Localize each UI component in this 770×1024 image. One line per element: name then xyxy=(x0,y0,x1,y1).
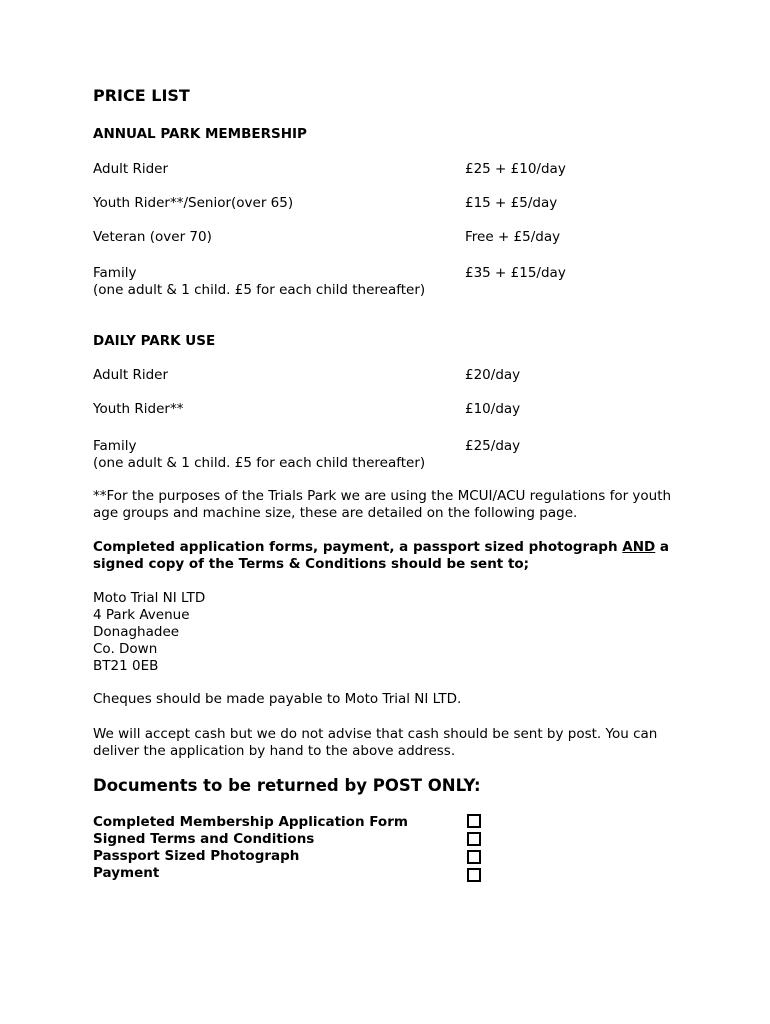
document-item: Completed Membership Application Form xyxy=(93,814,408,830)
daily-youth-price: £10/day xyxy=(465,401,521,417)
annual-family-note: (one adult & 1 child. £5 for each child thereafter) xyxy=(93,282,426,298)
annual-youth-label: Youth Rider**/Senior(over 65) xyxy=(93,195,294,211)
instruction-before: Completed application forms, payment, a passport sized photograph xyxy=(93,539,623,555)
daily-adult-price: £20/day xyxy=(465,367,521,383)
instruction-after: a signed copy of the Terms & Conditions should be sent to; xyxy=(93,539,670,572)
annual-veteran-price: Free + £5/day xyxy=(465,229,561,245)
cheques-text: Cheques should be made payable to Moto Trial NI LTD. xyxy=(93,691,462,707)
document-checkbox[interactable] xyxy=(467,868,481,882)
documents-heading: Documents to be returned by POST ONLY: xyxy=(93,776,481,795)
instruction-emphasis: AND xyxy=(622,539,656,555)
page-title: PRICE LIST xyxy=(93,86,190,105)
daily-adult-label: Adult Rider xyxy=(93,367,169,383)
document-checkbox[interactable] xyxy=(467,832,481,846)
document-item: Passport Sized Photograph xyxy=(93,848,300,864)
document-item: Payment xyxy=(93,865,160,881)
annual-youth-price: £15 + £5/day xyxy=(465,195,558,211)
address-line-2: 4 Park Avenue xyxy=(93,607,190,623)
annual-adult-label: Adult Rider xyxy=(93,161,169,177)
daily-heading: DAILY PARK USE xyxy=(93,333,216,349)
instruction xyxy=(93,539,683,573)
annual-veteran-label: Veteran (over 70) xyxy=(93,229,212,245)
daily-family-note: (one adult & 1 child. £5 for each child thereafter) xyxy=(93,455,426,471)
address-line-4: Co. Down xyxy=(93,641,158,657)
address-line-1: Moto Trial NI LTD xyxy=(93,590,206,606)
document-item: Signed Terms and Conditions xyxy=(93,831,315,847)
daily-youth-label: Youth Rider** xyxy=(93,401,184,417)
annual-family-label: Family xyxy=(93,265,137,281)
annual-adult-price: £25 + £10/day xyxy=(465,161,566,177)
document-checkbox[interactable] xyxy=(467,814,481,828)
footnote: **For the purposes of the Trials Park we are using the MCUI/ACU regulations for youth age groups and machine size, these are detailed on the following page. xyxy=(93,488,672,521)
cash-text: We will accept cash but we do not advise that cash should be sent by post. You can deliver the application by hand to the above address. xyxy=(93,726,658,759)
address-line-5: BT21 0EB xyxy=(93,658,159,674)
annual-family-price: £35 + £15/day xyxy=(465,265,566,281)
daily-family-label: Family xyxy=(93,438,137,454)
daily-family-price: £25/day xyxy=(465,438,521,454)
document-checkbox[interactable] xyxy=(467,850,481,864)
address-line-3: Donaghadee xyxy=(93,624,180,640)
annual-heading: ANNUAL PARK MEMBERSHIP xyxy=(93,126,307,142)
